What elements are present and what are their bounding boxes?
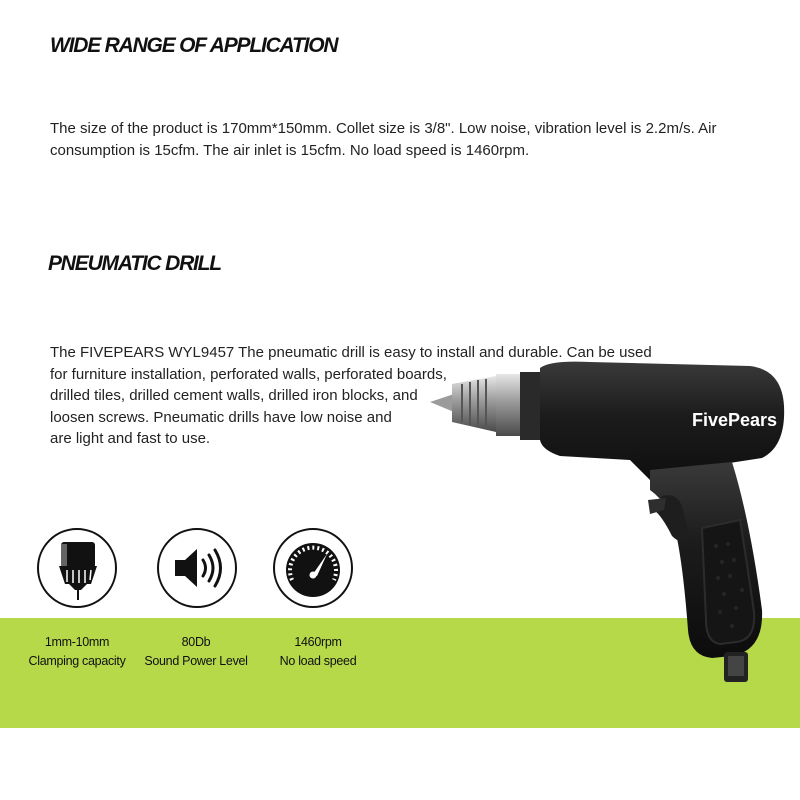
pneumatic-drill-image xyxy=(410,350,800,690)
spec-sound-power xyxy=(131,633,261,671)
section-heading-drill: PNEUMATIC DRILL xyxy=(48,252,221,275)
text-line: are light and fast to use. xyxy=(50,430,211,447)
spec-no-load-speed xyxy=(253,633,383,671)
spec-label: Clamping capacity xyxy=(28,654,126,668)
text-line: The FIVEPEARS WYL9457 The pneumatic drill is easy to install and durable. Can be used xyxy=(50,344,652,361)
spec-label: Sound Power Level xyxy=(144,654,248,668)
spec-label: No load speed xyxy=(279,654,357,668)
speaker-icon xyxy=(157,528,237,608)
brand-logo: FivePears xyxy=(692,410,778,430)
spec-value: 1460rpm xyxy=(294,635,342,649)
spec-value: 80Db xyxy=(181,635,211,649)
text-line: drilled tiles, drilled cement walls, drilled iron blocks, and xyxy=(50,387,418,404)
text-line: loosen screws. Pneumatic drills have low noise and xyxy=(50,408,392,426)
spec-clamping-capacity xyxy=(12,633,142,671)
speedometer-icon xyxy=(273,528,353,608)
drill-chuck-icon xyxy=(37,528,117,608)
section-text-application: The size of the product is 170mm*150mm. Collet size is 3/8". Low noise, vibration level is 2.2m/s. Air consumption is 15cfm. The air inlet is 15cfm. No load speed is 1460rpm. xyxy=(50,120,717,159)
section-heading-application: WIDE RANGE OF APPLICATION xyxy=(50,34,338,57)
spec-value: 1mm-10mm xyxy=(44,635,110,649)
text-line: for furniture installation, perforated walls, perforated boards, xyxy=(50,365,447,383)
